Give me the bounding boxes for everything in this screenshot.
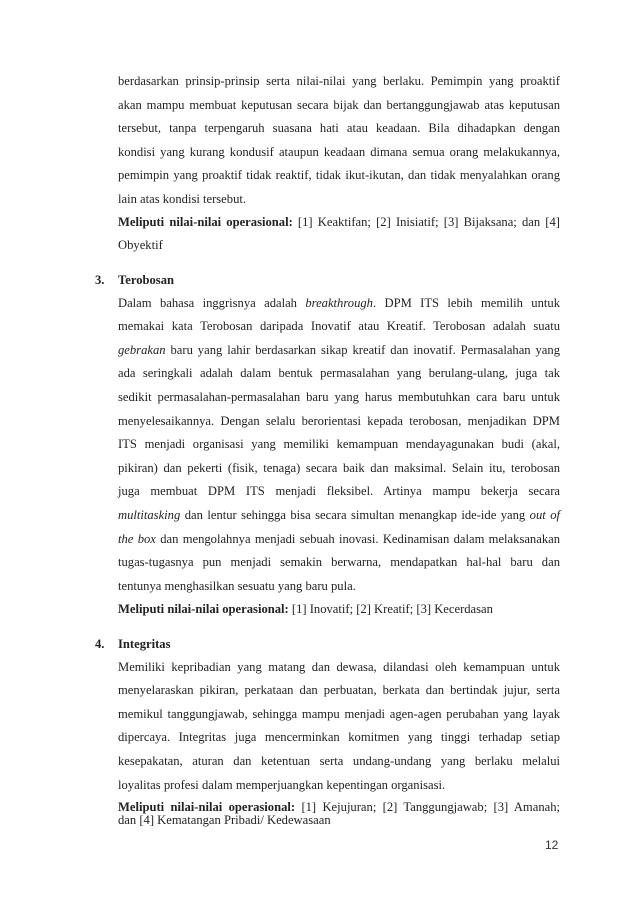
section3-values-label: Meliputi nilai-nilai operasional: xyxy=(118,602,289,617)
section4-values-line-2: dan [4] Kematangan Pribadi/ Kedewasaan xyxy=(118,813,331,827)
section3-values xyxy=(118,601,493,617)
section4-line-4: dipercaya. Integritas juga mencerminkan komitmen yang tinggi terhadap setiap xyxy=(118,730,560,745)
section3-line-11-b: dan mengolahnya menjadi sebuah inovasi. Kedinamisan dalam melaksanakan xyxy=(155,531,561,546)
section3-line-1-a: Dalam bahasa inggrisnya adalah xyxy=(118,295,306,310)
intro-values-line-1 xyxy=(118,214,560,230)
intro-line-5: pemimpin yang proaktif tidak reaktif, tidak ikut-ikutan, dan tidak menyalahkan orang xyxy=(118,168,560,183)
section3-line-3-em: gebrakan xyxy=(118,342,166,357)
intro-line-3: tersebut, tanpa terpengaruh suasana hati atau keadaan. Bila dihadapkan dengan xyxy=(118,121,560,136)
section3-line-5: sedikit permasalahan-permasalahan baru yang harus membutuhkan cara baru untuk xyxy=(118,389,560,404)
intro-values-label: Meliputi nilai-nilai operasional: xyxy=(118,214,293,229)
section3-heading: Terobosan xyxy=(118,272,174,287)
section4-line-2: menyelaraskan pikiran, perkataan dan perbuatan, berkata dan bertindak jujur, serta xyxy=(118,683,560,698)
section4-number: 4. xyxy=(95,636,105,651)
section4-values-text: [1] Kejujuran; [2] Tanggungjawab; [3] Amanah; xyxy=(295,800,561,815)
section3-line-3-b: baru yang lahir berdasarkan sikap kreatif dan inovatif. Permasalahan yang xyxy=(165,342,560,357)
section4-line-5: kesepakatan, aturan dan ketentuan serta undang-undang yang berlaku melalui xyxy=(118,753,560,768)
section3-line-13: tentunya menghasilkan sesuatu yang baru pula. xyxy=(118,578,356,593)
intro-values-line-2: Obyektif xyxy=(118,238,163,253)
intro-line-2: akan mampu membuat keputusan secara bijak dan bertanggungjawab atas keputusan xyxy=(118,97,560,112)
section3-line-1-b: . DPM ITS lebih memilih untuk xyxy=(372,295,560,310)
section3-line-3 xyxy=(118,342,560,358)
section3-line-12: tugas-tugasnya pun menjadi semakin berwarna, mendapatkan hal-hal baru dan xyxy=(118,555,560,570)
section3-line-7: ITS menjadi organisasi yang memiliki kemampuan mendayagunakan budi (akal, xyxy=(118,437,560,452)
section4-line-3: memikul tanggungjawab, sehingga mampu menjadi agen-agen perubahan yang layak xyxy=(118,706,560,721)
section3-line-11-em: the box xyxy=(118,531,156,546)
section4-line-6: loyalitas profesi dalam memperjuangkan kepentingan organisasi. xyxy=(118,777,446,792)
section3-line-9: juga membuat DPM ITS menjadi fleksibel. Artinya mampu bekerja secara xyxy=(118,484,560,499)
section3-values-text: [1] Inovatif; [2] Kreatif; [3] Kecerdasan xyxy=(288,602,493,617)
section3-line-10-b: dan lentur sehingga bisa secara simultan menangkap ide-ide yang xyxy=(180,507,530,522)
section3-line-2: memakai kata Terobosan daripada Inovatif atau Kreatif. Terobosan adalah suatu xyxy=(118,319,560,334)
section3-line-1 xyxy=(118,295,560,311)
section3-number: 3. xyxy=(95,272,105,287)
section3-line-10-em: multitasking xyxy=(118,507,181,522)
section3-line-10-em2: out of xyxy=(529,507,561,522)
section3-line-11 xyxy=(118,531,560,547)
section3-line-1-em: breakthrough xyxy=(305,295,373,310)
section3-line-4: ada seringkali adalah dalam bentuk permasalahan yang berulang-ulang, juga tak xyxy=(118,366,560,381)
section4-heading: Integritas xyxy=(118,636,171,651)
section4-values-label: Meliputi nilai-nilai operasional: xyxy=(118,800,296,815)
section3-line-10 xyxy=(118,507,560,523)
intro-values-text: [1] Keaktifan; [2] Inisiatif; [3] Bijaksana; dan [4] xyxy=(292,214,560,229)
intro-line-6: lain atas kondisi tersebut. xyxy=(118,192,247,207)
section4-line-1: Memiliki kepribadian yang matang dan dewasa, dilandasi oleh kemampuan untuk xyxy=(118,659,560,674)
section3-line-6: menyelesaikannya. Dengan selalu berorientasi kepada terobosan, menjadikan DPM xyxy=(118,413,560,428)
intro-line-1: berdasarkan prinsip-prinsip serta nilai-nilai yang berlaku. Pemimpin yang proaktif xyxy=(118,74,560,88)
page-number: 12 xyxy=(545,838,559,852)
intro-line-4: kondisi yang kurang kondusif ataupun keadaan dimana semua orang melakukannya, xyxy=(118,144,560,159)
section3-line-8: pikiran) dan pekerti (fisik, tenaga) secara baik dan maksimal. Selain itu, terobosan xyxy=(118,460,560,475)
